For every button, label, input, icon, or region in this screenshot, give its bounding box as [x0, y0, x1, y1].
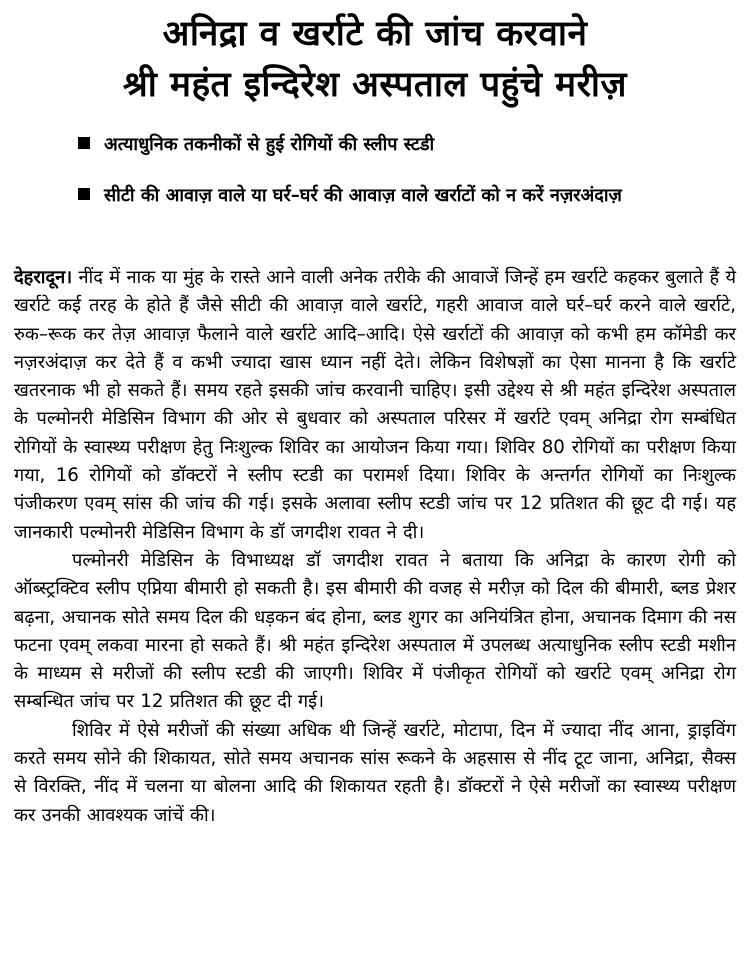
paragraph-1-text: नींद में नाक या मुंह के रास्ते आने वाली अनेक तरीके की आवाजें जिन्हें हम खर्राटे कहकर बुलाते हैं ये खर्राटे कई तरह के होते हैं जैसे सीटी की आवाज़ वाले खर्राटे, गहरी आवाज वाले घर्र–घर्र करने वाले खर्राटे, रुक–रूक कर तेज़ आवाज़ फैलाने वाले खर्राटे आदि–आदि। ऐसे खर्राटों की आवाज़ को कभी हम कॉमेडी कर नज़रअंदाज़ कर देते हैं व कभी ज्यादा खास ध्यान नहीं देते। लेकिन विशेषज्ञों का ऐसा मानना है कि खर्राटे खतरनाक भी हो सकते हैं। समय रहते इसकी जांच करवानी चाहिए। इसी उद्देश्य से श्री महंत इन्दिरेश अस्पताल के पल्मोनरी मेडिसिन विभाग की ओर से बुधवार को अस्पताल परिसर में खर्राटे एवम् अनिद्रा रोग सम्बंधित रोगियों के स्वास्थ्य परीक्षण हेतु निःशुल्क शिविर का आयोजन किया गया। शिविर 80 रोगियों का परीक्षण किया गया, 16 रोगियों को डॉक्टरों ने स्लीप स्टडी का परामर्श दिया। शिविर के अन्तर्गत रोगियों का निःशुल्क पंजीकरण एवम् सांस की जांच की गई। इसके अलावा स्लीप स्टडी जांच पर 12 प्रतिशत की छूट दी गई। यह जानकारी पल्मोनरी मेडिसिन विभाग के डॉ जगदीश रावत ने दी। — [14, 267, 736, 543]
dateline: देहरादून। — [14, 267, 73, 288]
headline-line-1: अनिद्रा व खर्राटे की जांच करवाने — [162, 14, 588, 54]
headline-line-2: श्री महंत इन्दिरेश अस्पताल पहुंचे मरीज़ — [123, 65, 627, 105]
article-paragraph-3: शिविर में ऐसे मरीजों की संख्या अधिक थी जिन्हें खर्राटे, मोटापा, दिन में ज्यादा नींद आना, ड्राइविंग करते समय सोने की शिकायत, सोते समय अचानक सांस रूकने के अहसास से नींद टूट जाना, अनिद्रा, सैक्स से विरक्ति, नींद में चलना या बोलना आदि की शिकायत रहती है। डॉक्टरों ने ऐसे मरीजों का स्वास्थ्य परीक्षण कर उनकी आवश्यक जांचें की। — [14, 719, 736, 826]
highlight-item — [78, 129, 718, 160]
highlight-text: अत्याधुनिक तकनीकों से हुई रोगियों की स्लीप स्टडी — [104, 134, 435, 155]
article-paragraph-2: पल्मोनरी मेडिसिन के विभाध्यक्ष डॉ जगदीश रावत ने बताया कि अनिद्रा के कारण रोगी को ऑब्स्ट्रक्टिव स्लीप एप्निया बीमारी हो सकती है। इस बीमारी की वजह से मरीज़ को दिल की बीमारी, ब्लड प्रेशर बढ़ना, अचानक सोते समय दिल की धड़कन बंद होना, ब्लड शुगर का अनियंत्रित होना, अचानक दिमाग की नस फटना एवम् लकवा मारना हो सकते हैं। श्री महंत इन्दिरेश अस्पताल में उपलब्ध अत्याधुनिक स्लीप स्टडी मशीन के माध्यम से मरीजों की स्लीप स्टडी की जाएगी। शिविर में पंजीकृत रोगियों को खर्राटे एवम् अनिद्रा रोग सम्बन्धित जांच पर 12 प्रतिशत की छूट दी गई। — [14, 549, 736, 713]
square-bullet-icon — [78, 137, 90, 149]
square-bullet-icon — [78, 188, 90, 200]
highlight-text: सीटी की आवाज़ वाले या घर्र–घर्र की आवाज़ वाले खर्राटों को न करें नज़रअंदाज़ — [104, 185, 622, 206]
article-paragraph-1 — [14, 264, 736, 547]
highlight-item — [78, 180, 718, 211]
article-body — [14, 264, 736, 830]
